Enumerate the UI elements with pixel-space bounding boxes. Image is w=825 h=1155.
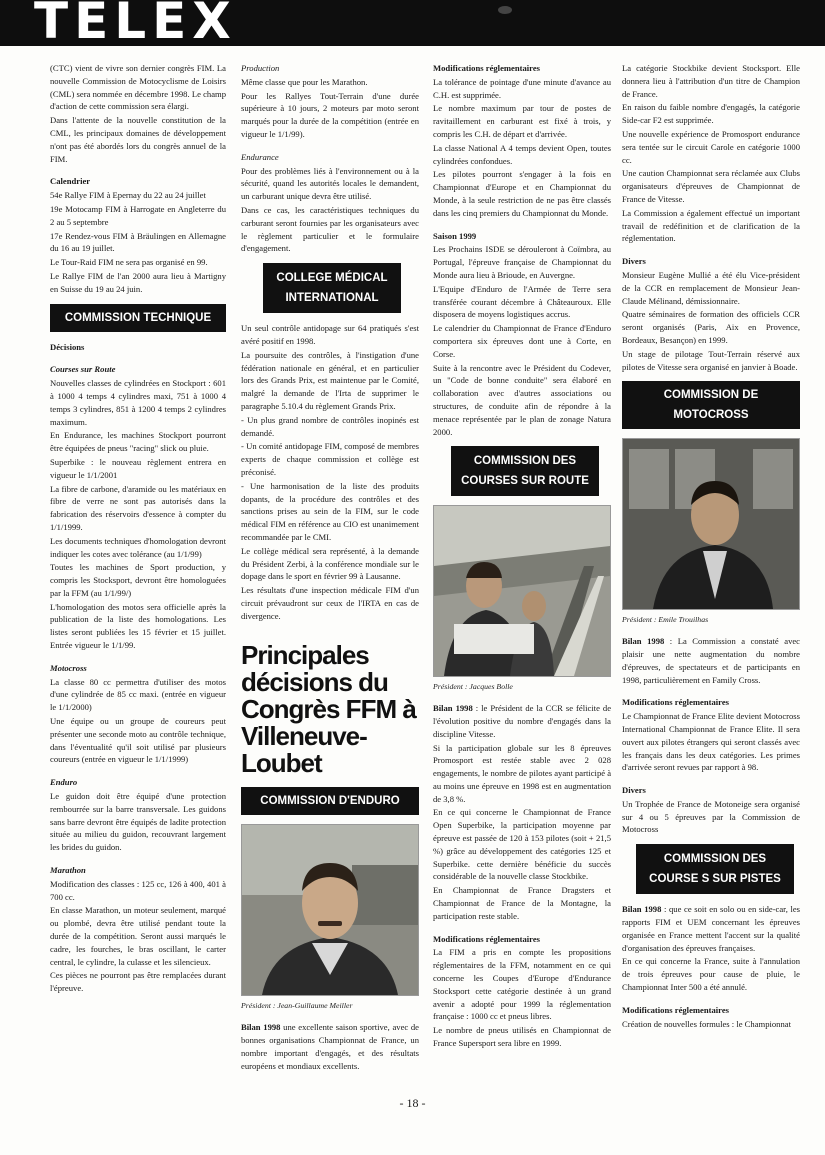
paragraph — [241, 1021, 419, 1072]
paragraph: Le nombre maximum par tour de postes de ravitaillement en carburant est fixé à trois, y compris les C.H. de départ et d'arrivée. — [433, 103, 611, 139]
page-number: - 18 - — [399, 1096, 426, 1110]
paragraph: En ce qui concerne le Championnat de France Open Superbike, la participation moyenne par épreuve est passée de 120 à 153 pilotes (soit + 21,5 %) grâce au développement des catégories 125 et Superbike. cette dernière bénéficie du succès considérable de la nouvelle classe Stockbike. — [433, 807, 611, 882]
paragraph: Création de nouvelles formules : le Championnat — [622, 1018, 791, 1029]
paragraph: Le Championnat de France Elite devient Motocross International Championnat de France Elite. Il sera ouvert aux pilotes étrangers qui seront classés avec les français dans les deux catégories. Les primes d'arrivée seront revues par rapport à 98. — [622, 711, 800, 773]
section-heading: Divers — [622, 256, 646, 267]
paragraph: Si la participation globale sur les 8 épreuves Promosport est restée stable avec 2 028 engagements, le nombre de pilotes ayant participé à au moins une épreuve en 1998 est en augmentation de 3,8 %. — [433, 742, 612, 804]
president-photo — [433, 505, 611, 677]
paragraph: La catégorie Stockbike devient Stocksport. Elle donnera lieu à l'attribution d'un titre de Champion de France. — [622, 63, 800, 99]
paragraph: Les Prochains ISDE se dérouleront à Coïmbra, au Portugal, l'épreuve française de Championnat du Monde aura lieu à Brioude, en Auvergne. — [433, 244, 611, 280]
paragraph: Un seul contrôle antidopage sur 64 pratiqués s'est avéré positif en 1998. — [241, 323, 419, 346]
paragraph: La poursuite des contrôles, à l'instigation d'une fédération nationale en général, et en particulier lors des Grands Prix, est maintenue par le Comité, malgré la demande de l'Irta de supprimer le paragraphe 5.10.4 du règlement Grands Prix. — [241, 349, 419, 411]
paragraph: Les résultats d'une inspection médicale FIM d'un circuit prévaudront sur ceux de l'IRTA en cas de divergence. — [241, 585, 419, 621]
bold-lead: Bilan 1998 — [622, 904, 662, 915]
paragraph: La FIM a pris en compte les propositions réglementaires de la FFM, notamment en ce qui concerne les Coupes d'Europe d'Endurance Stocksport cette catégorie destinée à un grand avenir a adopté pour 1999 la réglementation française : 1000 cc et pneus libres. — [433, 947, 611, 1022]
paragraph: Suite à la rencontre avec le Président du Codever, un "Code de bonne conduite" sera élaboré en collaboration avec d'autres associations ou structures, de conduite afin de répondre à la menace représentée par le plan de zonage Natura 2000. — [433, 362, 611, 437]
paragraph: La classe 80 cc permettra d'utiliser des motos d'une cylindrée de 85 cc maxi. (entrée en vigueur le 1/1/2000) — [50, 676, 226, 713]
paragraph: Modification des classes : 125 cc, 126 à 400, 401 à 700 cc. — [50, 878, 226, 902]
section-banner: COMMISSION D'ENDURO — [241, 787, 419, 815]
paragraph: 54e Rallye FIM à Epernay du 22 au 24 juillet — [50, 190, 206, 201]
paragraph: Les pilotes pourront s'engager à la fois en Championnat d'Europe et en Championnat du Monde, à la seule restriction de ne pas être classés dans les cinq premiers du Championnat du Monde. — [433, 169, 611, 218]
paragraph-text: : le Président de la CCR se félicite de l'évolution positive du nombre d'engagés dans la discipline Vitesse. — [433, 703, 612, 739]
paragraph: Monsieur Eugène Mullié a été élu Vice-président de la CCR en remplacement de Monsieur Jean-Claude Mélinand, démissionnaire. — [622, 269, 800, 306]
section-heading: Modifications réglementaires — [433, 63, 540, 73]
section-banner: COMMISSION DES COURSES SUR ROUTE — [451, 446, 599, 496]
bold-lead: Bilan 1998 — [433, 703, 473, 714]
section-heading: Modifications réglementaires — [433, 933, 540, 944]
paragraph: Le collège médical sera représenté, à la demande du Président Zerbi, à la conférence mondiale sur le dopage dans le sport en février 99 à Lausanne. — [241, 545, 419, 582]
paragraph: Pour les Rallyes Tout-Terrain d'une durée supérieure à 10 jours, 2 moteurs par moto seront marqués pour la durée de la compétition (entrée en vigueur le 1/1/99). — [241, 90, 419, 139]
section-heading: Calendrier — [50, 176, 91, 187]
section-heading: Modifications réglementaires — [622, 697, 729, 708]
column-4 — [622, 62, 800, 1031]
bold-lead: Bilan 1998 — [241, 1022, 281, 1033]
paragraph: (CTC) vient de vivre son dernier congrès FIM. La nouvelle Commission de Motocyclisme de Loisirs (CML) sera nommée en décembre 1998. Le champ d'action de cette commission sera élargi. — [50, 63, 226, 112]
paragraph: Quatre séminaires de formation des officiels CCR seront organisés (Paris, Aix en Provence, Bordeaux, Besançon) en 1999. — [622, 309, 800, 345]
paragraph: Nouvelles classes de cylindrées en Stockport : 601 à 1000 4 temps 4 cylindres maxi, 751 à 1000 4 temps 3 cylindres, 851 à 1200 4 temps 2 cylindres maximum. — [50, 378, 226, 427]
section-banner: COMMISSION DE MOTOCROSS — [622, 381, 800, 429]
subsection-heading: Courses sur Route — [50, 364, 116, 375]
paragraph: Un stage de pilotage Tout-Terrain réservé aux pilotes de Vitesse sera organisé en janvier à Boade. — [622, 348, 800, 372]
president-photo — [241, 824, 419, 996]
section-heading: Décisions — [50, 341, 85, 352]
paragraph — [622, 635, 800, 686]
paragraph: Le calendrier du Championnat de France d'Enduro comportera six épreuves dont une à Corte, en Corse. — [433, 323, 611, 359]
section-heading: Modifications réglementaires — [622, 1004, 729, 1015]
paragraph: Pour des problèmes liés à l'environnement ou à la sécurité, quand les autorités locales le demandent, un carburant unique devra être utilisé. — [241, 165, 419, 202]
paragraph: En classe Marathon, un moteur seulement, marqué ou plombé, devra être utilisé pendant toute la durée de la compétition. Seront aussi marqués le cadre, les fourches, le bras oscillant, le carter central, le cylindre, la culasse et les silencieux. — [50, 905, 226, 967]
article-title: Principales décisions du Congrès FFM à Villeneuve-Loubet — [241, 640, 416, 779]
paragraph: Dans ce cas, les caractéristiques techniques du carburant seront fournies par les organisateurs avec le règlement particulier et le formulaire d'engagement. — [241, 204, 419, 254]
paragraph: La Commission a également effectué un important travail de redéfinition et de clarification de la réglementation. — [622, 207, 800, 244]
paragraph: - Un plus grand nombre de contrôles inopinés est demandé. — [241, 414, 419, 438]
paragraph: Un Trophée de France de Motoneige sera organisé sur 4 ou 5 épreuves par la Commission de Motocross — [622, 798, 800, 835]
paragraph: Une caution Championnat sera réclamée aux Clubs organisateurs d'épreuves de Championnat de France de Vitesse. — [622, 168, 800, 204]
paragraph — [622, 903, 800, 954]
paragraph: Dans l'attente de la nouvelle constitution de la CML, les principaux domaines de développement n'ont pas été abordés lors du congrès annuel de la FIM. — [50, 115, 226, 164]
paragraph-text: : que ce soit en solo ou en side-car, les rapports FIM et UEM concernant les épreuves organisée en France mettent l'accent sur la qualité d'organisation des épreuves françaises. — [622, 904, 801, 953]
section-heading: Saison 1999 — [433, 230, 477, 241]
paragraph: Toutes les machines de Sport production, y compris les Stocksport, devront être homologuées par la FFM (au 1/1/99/) — [50, 562, 226, 598]
subsection-heading: Production — [241, 63, 280, 73]
paragraph: La tolérance de pointage d'une minute d'avance au C.H. est supprimée. — [433, 76, 611, 100]
column-2 — [241, 62, 419, 1073]
column-3 — [433, 62, 611, 1051]
paragraph: L'homologation des motos sera officielle après la publication de la liste des homologations. Les listes seront publiées les 15 février et 15 juillet. Entrée vigueur le 1/1/99. — [50, 601, 226, 651]
paragraph: Une équipe ou un groupe de coureurs peut présenter une seconde moto au contrôle technique, dans l'éventualité qu'il soit utilisé par plusieurs coureurs (entrée en vigueur le 1/1/1999) — [50, 716, 226, 765]
paragraph: Une nouvelle expérience de Promosport endurance sera tentée sur le circuit Carole en catégorie 1000 cc. — [622, 128, 800, 165]
paragraph: Les documents techniques d'homologation devront indiquer les cotes avec tolérance (au 1/1/99) — [50, 535, 226, 559]
decorative-mark — [498, 6, 512, 14]
subsection-heading: Motocross — [50, 662, 87, 673]
paragraph: 17e Rendez-vous FIM à Bräulingen en Allemagne du 16 au 19 juillet. — [50, 230, 226, 254]
subsection-heading: Enduro — [50, 777, 78, 788]
paragraph-text: une excellente saison sportive, avec de bonnes organisations Championnat de France, un nombre important d'engagés, et des résultats européens et mondiaux excellents. — [241, 1022, 419, 1071]
president-photo — [622, 438, 800, 610]
section-banner: COLLEGE MÉDICAL INTERNATIONAL — [263, 263, 401, 313]
paragraph-text: : La Commission a constaté avec plaisir une nette augmentation du nombre d'épreuves, de spectateurs et de participants en 1998, particulièrement en Family Cross. — [622, 636, 801, 685]
paragraph: Le guidon doit être équipé d'une protection rembourrée sur la barre transversale. Les guidons sans barre devront être équipés de ladite protection située au milieu du guidon, recouvrant largement les brides du guidon. — [50, 791, 226, 853]
bold-lead: Bilan 1998 — [622, 636, 665, 647]
section-heading: Divers — [622, 785, 646, 796]
paragraph: En Championnat de France Dragsters et Championnat de France de la Montagne, la participation reste stable. — [433, 885, 611, 921]
paragraph: En raison du faible nombre d'engagés, la catégorie Side-car F2 est supprimée. — [622, 102, 800, 126]
paragraph — [433, 702, 611, 740]
photo-caption: Président : Jean-Guillaume Meiller — [241, 1001, 353, 1011]
paragraph: En Endurance, les machines Stockport pourront être équipées de pneus "racing" slick ou pluie. — [50, 430, 226, 454]
paragraph: Ces pièces ne pourront pas être remplacées durant l'épreuve. — [50, 970, 226, 994]
paragraph: L'Equipe d'Enduro de l'Armée de Terre sera transférée courant décembre à Châteauroux. Elle disposera de moyens logistiques accrus. — [433, 283, 611, 320]
paragraph: Superbike : le nouveau règlement entrera en vigueur le 1/1/2001 — [50, 456, 226, 480]
section-banner: COMMISSION TECHNIQUE — [50, 304, 226, 332]
magazine-logo: TELEX — [34, 0, 237, 50]
section-banner: COMMISSION DES COURSE S SUR PISTES — [636, 844, 794, 894]
photo-caption: Président : Jacques Bolle — [433, 682, 513, 692]
paragraph: - Une harmonisation de la liste des produits dopants, de la procédure des contrôles et des sanctions prises au sein de la FIM, sur le code médical FIM en référence au CIO est unanimement recommandée par le CMI. — [241, 480, 419, 542]
paragraph: - Un comité antidopage FIM, composé de membres experts de chaque commission et collège est préconisé. — [241, 441, 419, 477]
paragraph: La classe National A 4 temps devient Open, toutes cylindrées confondues. — [433, 142, 611, 166]
paragraph: Le Tour-Raid FIM ne sera pas organisé en 99. — [50, 257, 208, 268]
paragraph: 19e Motocamp FIM à Harrogate en Angleterre du 2 au 5 septembre — [50, 203, 226, 227]
paragraph: Même classe que pour les Marathon. — [241, 76, 368, 87]
paragraph: Le nombre de pneus utilisés en Championnat de France Supersport sera libre en 1999. — [433, 1025, 611, 1049]
paragraph: La fibre de carbone, d'aramide ou les matériaux en fibre de verre ne sont pas autorisés dans la fabrication des réservoirs d'essence à compter du 1/1/1999. — [50, 483, 226, 532]
column-1 — [50, 62, 226, 996]
paragraph: En ce qui concerne la France, suite à l'annulation de trois épreuves pour cause de pluie, le Championnat Inter 500 a été annulé. — [622, 956, 800, 993]
subsection-heading: Endurance — [241, 151, 279, 162]
paragraph: Le Rallye FIM de l'an 2000 aura lieu à Martigny en Suisse du 19 au 24 juin. — [50, 270, 226, 294]
subsection-heading: Marathon — [50, 865, 86, 876]
magazine-header — [0, 0, 825, 50]
photo-caption: Président : Emile Trouilhas — [622, 615, 709, 625]
